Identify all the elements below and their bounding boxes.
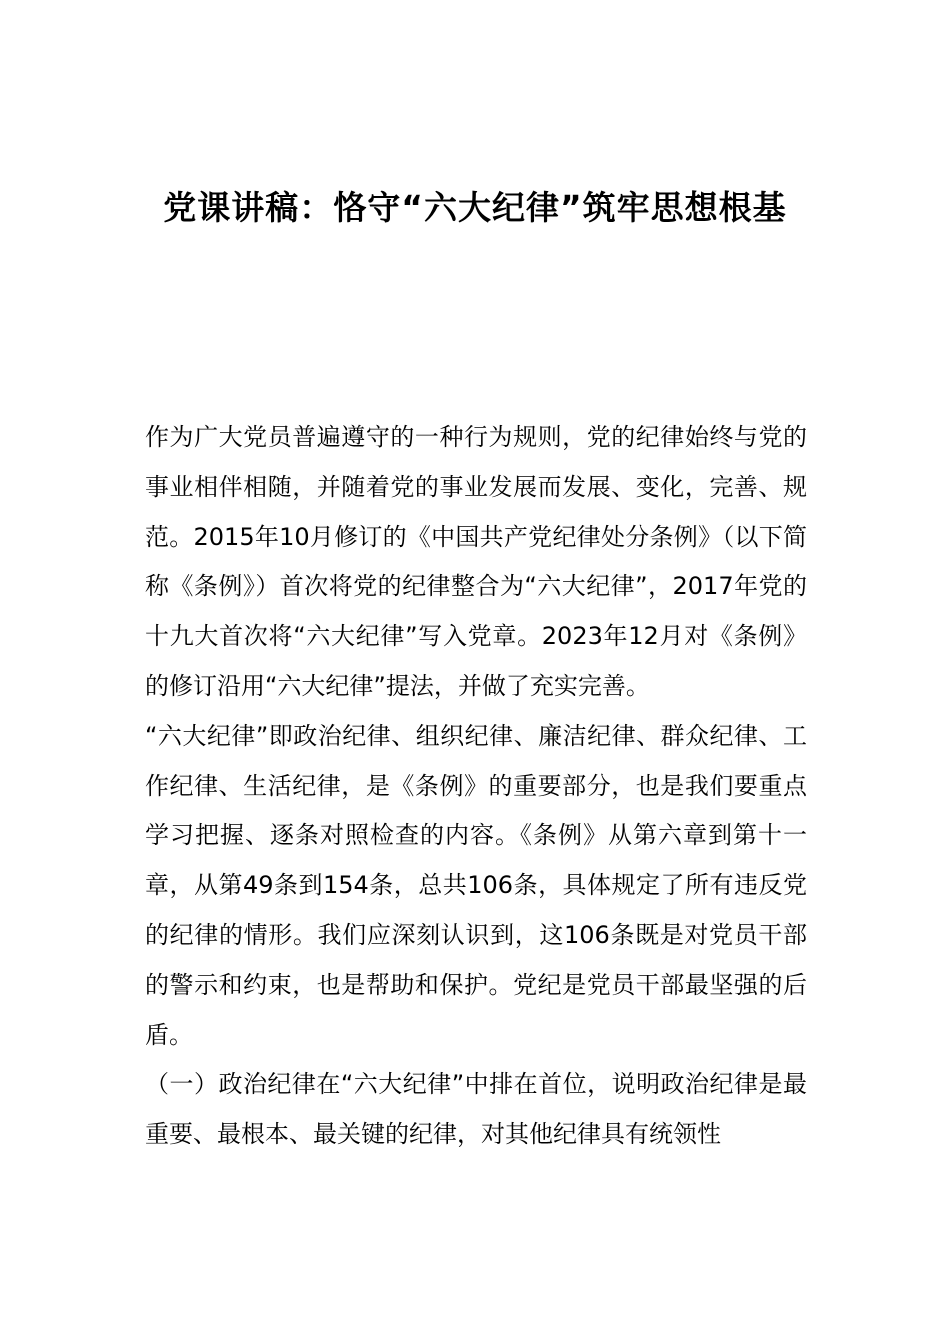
paragraph-intro: 作为广大党员普遍遵守的一种行为规则，党的纪律始终与党的事业相伴相随，并随着党的事业发展而发展、变化，完善、规范。2015年10月修订的《中国共产党纪律处分条例》（以下简称《条例》）首次将党的纪律整合为“六大纪律”，2017年党的十九大首次将“六大纪律”写入党章。2023年12月对《条例》的修订沿用“六大纪律”提法，并做了充实完善。 [145,423,807,700]
document-body [145,413,807,1160]
paragraph-six-disciplines: “六大纪律”即政治纪律、组织纪律、廉洁纪律、群众纪律、工作纪律、生活纪律，是《条例》的重要部分，也是我们要重点学习把握、逐条对照检查的内容。《条例》从第六章到第十一章，从第49条到154条，总共106条，具体规定了所有违反党的纪律的情形。我们应深刻认识到，这106条既是对党员干部的警示和约束，也是帮助和保护。党纪是党员干部最坚强的后盾。 [145,721,807,1049]
paragraph-political-discipline: （一）政治纪律在“六大纪律”中排在首位，说明政治纪律是最重要、最根本、最关键的纪律，对其他纪律具有统领性 [145,1070,807,1149]
document-title: 党课讲稿：恪守“六大纪律”筑牢思想根基 [163,188,787,227]
